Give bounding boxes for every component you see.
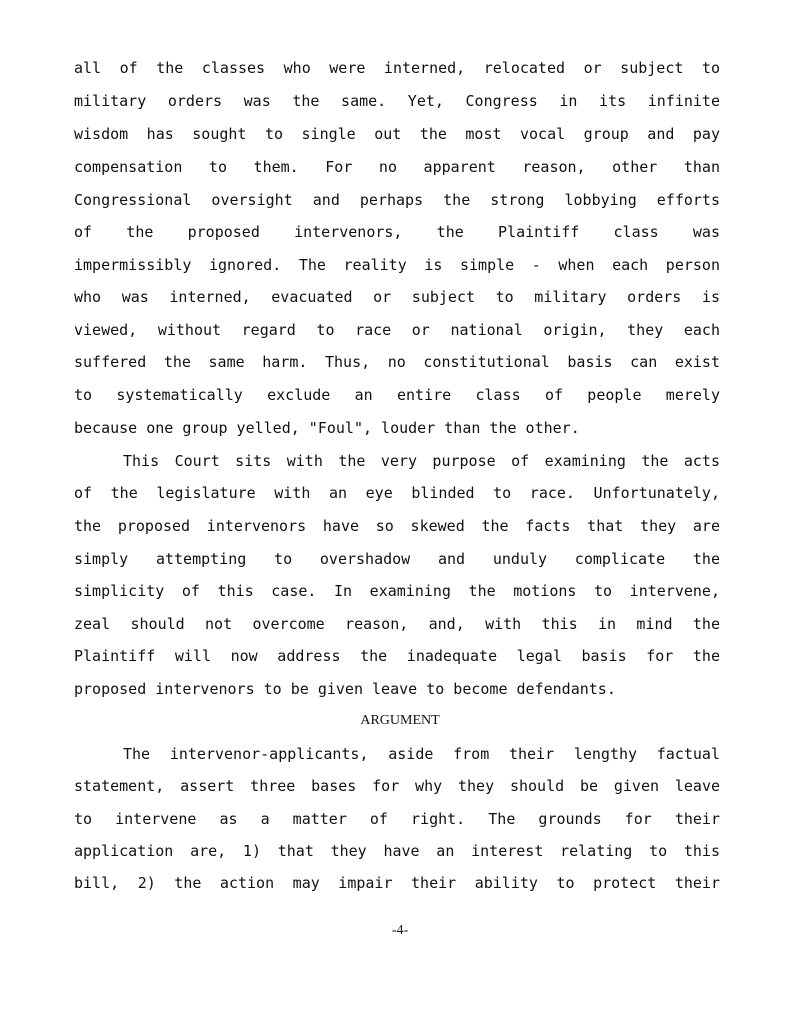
section-heading: ARGUMENT: [360, 713, 440, 728]
text-line: who was interned, evacuated or subject to military orders is: [74, 288, 720, 306]
text-line: Congressional oversight and perhaps the strong lobbying efforts: [74, 191, 720, 209]
text-line: of the legislature with an eye blinded to race. Unfortunately,: [74, 484, 720, 502]
text-line: of the proposed intervenors, the Plaintiff class was: [74, 223, 720, 241]
text-line: military orders was the same. Yet, Congress in its infinite: [74, 92, 720, 110]
text-line: all of the classes who were interned, relocated or subject to: [74, 59, 720, 77]
text-line: Plaintiff will now address the inadequate legal basis for the: [74, 647, 720, 665]
text-line: zeal should not overcome reason, and, with this in mind the: [74, 615, 720, 633]
text-line: This Court sits with the very purpose of examining the acts: [123, 452, 720, 470]
text-line: suffered the same harm. Thus, no constitutional basis can exist: [74, 353, 720, 371]
text-line: simplicity of this case. In examining the motions to intervene,: [74, 582, 720, 600]
text-line: proposed intervenors to be given leave to become defendants.: [74, 680, 616, 698]
text-line: The intervenor-applicants, aside from their lengthy factual: [123, 745, 720, 763]
text-line: the proposed intervenors have so skewed the facts that they are: [74, 517, 720, 535]
page-number: -4-: [391, 923, 409, 938]
text-line: application are, 1) that they have an interest relating to this: [74, 842, 720, 860]
text-line: wisdom has sought to single out the most vocal group and pay: [74, 125, 720, 143]
text-line: to intervene as a matter of right. The grounds for their: [74, 810, 720, 828]
text-line: statement, assert three bases for why they should be given leave: [74, 777, 720, 795]
text-line: to systematically exclude an entire class of people merely: [74, 386, 720, 404]
text-line: simply attempting to overshadow and unduly complicate the: [74, 550, 720, 568]
text-line: viewed, without regard to race or national origin, they each: [74, 321, 720, 339]
text-line: bill, 2) the action may impair their ability to protect their: [74, 874, 720, 892]
text-line: compensation to them. For no apparent reason, other than: [74, 158, 720, 176]
text-line: because one group yelled, "Foul", louder than the other.: [74, 419, 580, 437]
text-line: impermissibly ignored. The reality is simple - when each person: [74, 256, 720, 274]
